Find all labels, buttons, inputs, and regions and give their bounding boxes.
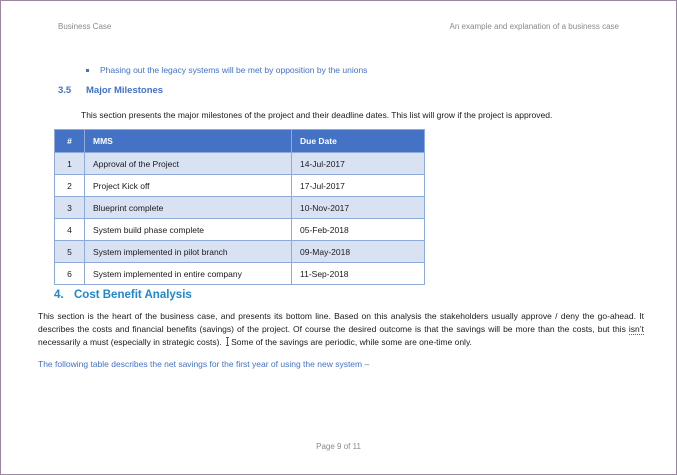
header-cell-due-date: Due Date bbox=[292, 130, 425, 153]
milestone-date-cell: 11-Sep-2018 bbox=[292, 263, 425, 285]
milestone-name-cell: System implemented in pilot branch bbox=[85, 241, 292, 263]
paragraph-text-part1: This section is the heart of the business case, and presents its bottom line. Based on this analysis the stakeholders usually approve / deny the go-ahead. It describes the costs and financial benefits (savings) of the project. Of course the desired outcome is that the savings will be more than the costs, but this bbox=[38, 311, 644, 334]
heading-4-number: 4. bbox=[54, 289, 64, 301]
milestone-date-cell: 10-Nov-2017 bbox=[292, 197, 425, 219]
milestone-date-cell: 17-Jul-2017 bbox=[292, 175, 425, 197]
section-4-paragraph bbox=[38, 310, 644, 349]
milestone-number-cell: 4 bbox=[55, 219, 85, 241]
heading-4-title: Cost Benefit Analysis bbox=[74, 289, 192, 301]
milestone-row bbox=[55, 175, 425, 197]
milestones-table bbox=[54, 129, 425, 285]
milestone-date-cell: 09-May-2018 bbox=[292, 241, 425, 263]
milestone-number-cell: 6 bbox=[55, 263, 85, 285]
milestone-date-cell: 14-Jul-2017 bbox=[292, 153, 425, 175]
page-footer bbox=[1, 442, 676, 451]
section-3-5-intro: This section presents the major milestones of the project and their deadline dates. This list will grow if the project is approved. bbox=[81, 110, 553, 120]
milestone-number-cell: 1 bbox=[55, 153, 85, 175]
milestone-name-cell: System build phase complete bbox=[85, 219, 292, 241]
header-right-text: An example and explanation of a business case bbox=[449, 22, 619, 31]
milestone-row bbox=[55, 197, 425, 219]
milestone-number-cell: 5 bbox=[55, 241, 85, 263]
grammar-flagged-word: isn’t bbox=[628, 324, 644, 334]
text-cursor-ibeam-icon bbox=[225, 337, 230, 346]
milestone-row bbox=[55, 153, 425, 175]
milestone-row bbox=[55, 241, 425, 263]
heading-4 bbox=[54, 289, 192, 301]
bullet-item bbox=[86, 65, 367, 75]
milestone-number-cell: 2 bbox=[55, 175, 85, 197]
bullet-marker-icon bbox=[86, 69, 89, 72]
milestone-name-cell: Blueprint complete bbox=[85, 197, 292, 219]
milestone-name-cell: Approval of the Project bbox=[85, 153, 292, 175]
milestones-header-row bbox=[55, 130, 425, 153]
bullet-item-text: Phasing out the legacy systems will be met by opposition by the unions bbox=[100, 65, 368, 75]
milestone-name-cell: Project Kick off bbox=[85, 175, 292, 197]
milestone-number-cell: 3 bbox=[55, 197, 85, 219]
heading-3-5 bbox=[58, 85, 163, 96]
section-4-note: The following table describes the net savings for the first year of using the new system – bbox=[38, 359, 370, 369]
milestone-date-cell: 05-Feb-2018 bbox=[292, 219, 425, 241]
paragraph-text-part2: necessarily a must (especially in strategic costs). bbox=[38, 337, 225, 347]
heading-3-5-number: 3.5 bbox=[58, 85, 72, 96]
page-number-text: Page 9 of 11 bbox=[316, 442, 361, 451]
header-cell-mms: MMS bbox=[85, 130, 292, 153]
milestone-row bbox=[55, 219, 425, 241]
header-cell-number: # bbox=[55, 130, 85, 153]
milestone-row bbox=[55, 263, 425, 285]
milestone-name-cell: System implemented in entire company bbox=[85, 263, 292, 285]
paragraph-text-part3: Some of the savings are periodic, while some are one-time only. bbox=[231, 337, 472, 347]
heading-3-5-title: Major Milestones bbox=[86, 85, 164, 96]
header-left-text: Business Case bbox=[58, 22, 112, 31]
